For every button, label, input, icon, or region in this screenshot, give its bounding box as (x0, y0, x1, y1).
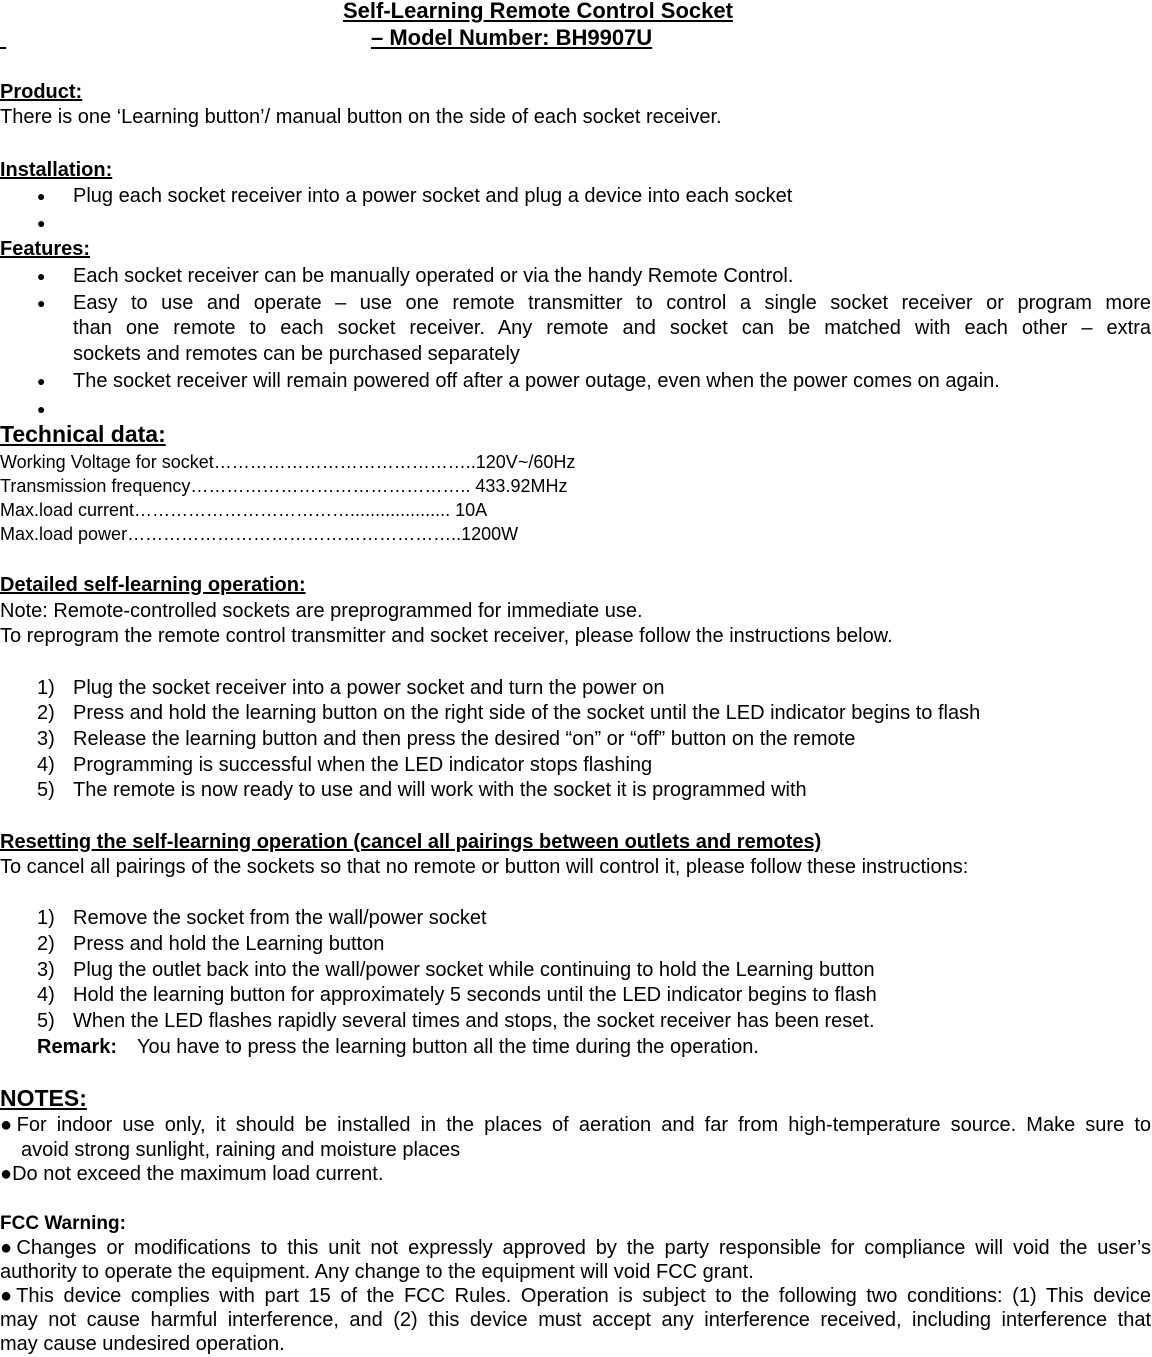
step-number: 4) (37, 984, 55, 1006)
detailed-heading: Detailed self-learning operation: (0, 574, 306, 596)
step-text: Press and hold the Learning button (73, 933, 385, 955)
step-number: 5) (37, 779, 55, 801)
step-number: 5) (37, 1010, 55, 1032)
step-number: 3) (37, 728, 55, 750)
feature-item-2-line-1: Easy to use and operate – use one remote transmitter to control a single socket receiver or program more (73, 292, 1151, 314)
notes-heading: NOTES: (0, 1085, 87, 1111)
bullet-icon: ● (37, 295, 46, 311)
model-number: – Model Number: BH9907U (371, 25, 653, 50)
resetting-intro: To cancel all pairings of the sockets so that no remote or button will control it, please follow these instructions: (0, 856, 969, 878)
installation-item: Plug each socket receiver into a power socket and plug a device into each socket (73, 185, 793, 207)
fcc-warning-2-line-1: ●This device complies with part 15 of the FCC Rules. Operation is subject to the following two conditions: (1) This device (0, 1285, 1151, 1307)
tech-row-voltage: Working Voltage for socket……………………………………..120V~/60Hz (0, 452, 576, 472)
fcc-warning-2-line-3: may cause undesired operation. (0, 1333, 285, 1355)
step-text: Programming is successful when the LED indicator stops flashing (73, 754, 653, 776)
feature-item-3: The socket receiver will remain powered off after a power outage, even when the power comes on again. (73, 370, 1000, 392)
note-1-line-2: avoid strong sunlight, raining and moisture places (21, 1139, 461, 1161)
step-number: 1) (37, 677, 55, 699)
tech-row-power: Max.load power………………………………………………..1200W (0, 524, 519, 544)
step-text: Press and hold the learning button on the right side of the socket until the LED indicator begins to flash (73, 702, 981, 724)
installation-heading: Installation: (0, 159, 113, 181)
product-heading: Product: (0, 81, 83, 103)
note-2: ●Do not exceed the maximum load current. (0, 1163, 384, 1185)
tech-row-current: Max.load current……………………………….................... 10A (0, 500, 488, 520)
step-number: 2) (37, 702, 55, 724)
step-text: The remote is now ready to use and will work with the socket it is programmed with (73, 779, 807, 801)
bullet-icon: ● (37, 268, 46, 284)
features-heading: Features: (0, 238, 91, 260)
bullet-icon: ● (37, 215, 46, 231)
step-text: Plug the outlet back into the wall/power socket while continuing to hold the Learning button (73, 959, 875, 981)
fcc-warning-2-line-2: may not cause harmful interference, and (2) this device must accept any interference received, including interference that (0, 1309, 1151, 1331)
step-text: Hold the learning button for approximately 5 seconds until the LED indicator begins to flash (73, 984, 877, 1006)
step-text: When the LED flashes rapidly several times and stops, the socket receiver has been reset. (73, 1010, 875, 1032)
technical-heading: Technical data: (0, 421, 166, 447)
document-title: Self-Learning Remote Control Socket (343, 0, 733, 23)
fcc-heading: FCC Warning: (0, 1213, 126, 1234)
step-number: 3) (37, 959, 55, 981)
bullet-icon: ● (37, 373, 46, 389)
fcc-warning-1-line-2: authority to operate the equipment. Any change to the equipment will void FCC grant. (0, 1261, 754, 1283)
step-text: Remove the socket from the wall/power socket (73, 907, 487, 929)
detailed-intro: To reprogram the remote control transmitter and socket receiver, please follow the instructions below. (0, 625, 893, 647)
step-number: 1) (37, 907, 55, 929)
detailed-note: Note: Remote-controlled sockets are preprogrammed for immediate use. (0, 600, 643, 622)
note-1-line-1: ●For indoor use only, it should be installed in the places of aeration and far from high-temperature source. Make sure to (0, 1114, 1151, 1136)
step-text: Plug the socket receiver into a power socket and turn the power on (73, 677, 665, 699)
fcc-warning-1-line-1: ●Changes or modifications to this unit not expressly approved by the party responsible for compliance will void the user’s (0, 1237, 1151, 1259)
remark-text: You have to press the learning button all the time during the operation. (137, 1036, 759, 1058)
step-number: 2) (37, 933, 55, 955)
bullet-icon: ● (37, 188, 46, 204)
tech-row-frequency: Transmission frequency……………………………………….. 433.92MHz (0, 476, 568, 496)
step-text: Release the learning button and then press the desired “on” or “off” button on the remote (73, 728, 856, 750)
step-number: 4) (37, 754, 55, 776)
remark-label: Remark: (37, 1036, 118, 1058)
product-text: There is one ‘Learning button’/ manual button on the side of each socket receiver. (0, 106, 722, 128)
feature-item-2-line-3: sockets and remotes can be purchased separately (73, 343, 520, 365)
bullet-icon: ● (37, 401, 46, 417)
feature-item-2-line-2: than one remote to each socket receiver. Any remote and socket can be matched with each other – extra (73, 317, 1151, 339)
resetting-heading: Resetting the self-learning operation (cancel all pairings between outlets and remotes) (0, 831, 822, 853)
feature-item-1: Each socket receiver can be manually operated or via the handy Remote Control. (73, 265, 794, 287)
underline-mark (0, 25, 6, 51)
